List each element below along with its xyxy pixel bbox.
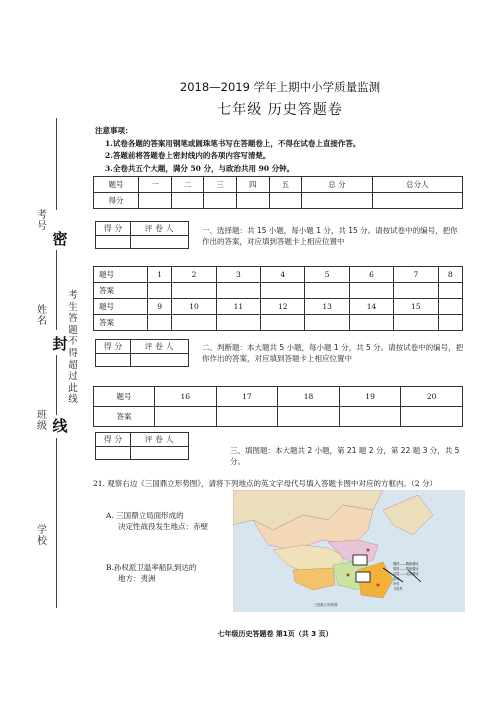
answer-cell[interactable] <box>216 283 260 299</box>
binding-line-4 <box>56 438 57 608</box>
answer-cell[interactable] <box>305 283 349 299</box>
map-caption: 三国鼎立形势图 <box>313 603 338 607</box>
notes-heading: 注意事项： <box>95 126 133 135</box>
score-cell[interactable] <box>372 193 462 209</box>
page-footer: 七年级历史答题卷 第1页（共 3 页） <box>217 630 333 638</box>
score-cell[interactable] <box>236 193 269 209</box>
score-cell[interactable] <box>204 193 237 209</box>
note-3: 3.全卷共五个大题，满分 50 分，与政治共用 90 分钟。 <box>105 163 295 173</box>
answer-cell[interactable] <box>261 315 305 331</box>
score-box-2: 得 分 评 卷 人 <box>95 339 189 367</box>
score-box-1: 得 分 评 卷 人 <box>95 221 189 249</box>
binding-warning: 考生答题不得超过此线 <box>68 290 78 406</box>
seal-xian: 线 <box>52 417 68 435</box>
seal-feng: 封 <box>52 335 68 353</box>
answer-box-1 <box>353 555 367 565</box>
label-xingming: 姓名 <box>37 305 47 327</box>
map-legend: 魏国——魏朝疆域 蜀国——蜀朝疆域 吴国——吴国疆域 都城 州界 今国界 <box>393 562 419 591</box>
score-cell[interactable] <box>139 193 172 209</box>
option-b: B.孙权派卫温率船队到达的 地方：夷洲 <box>106 563 197 583</box>
answer-cell[interactable] <box>216 407 278 427</box>
label-banji: 班级 <box>37 410 47 432</box>
section1-table: 题号 1 2 3 4 5 6 7 8 答案 题号 9 10 11 12 13 14 15 答案 <box>93 266 463 331</box>
answer-cell[interactable] <box>155 407 217 427</box>
score-cell[interactable] <box>269 193 302 209</box>
answer-cell[interactable] <box>261 283 305 299</box>
answer-cell[interactable] <box>349 315 393 331</box>
answer-box-2 <box>356 572 370 582</box>
section2-text: 二、判断题：本大题共 5 小题，每小题 1 分，共 5 分。请按试卷中的编号，把你作出的答案，对应填到答题卡上相应位置中 <box>202 343 464 363</box>
summary-table: 题号 一 二 三 四 五 总 分 总分人 得分 <box>93 176 463 209</box>
score-cell[interactable] <box>302 193 373 209</box>
question-21: 21. 观察右边《三国鼎立形势图》，请将下列地点的英文字母代号填入答题卡图中对应的方框内。（2 分） <box>93 479 437 488</box>
answer-cell[interactable] <box>172 283 216 299</box>
exam-subtitle: 七年级 历史答题卷 <box>217 102 343 118</box>
binding-line-1 <box>56 118 57 210</box>
answer-cell[interactable] <box>148 315 172 331</box>
map-svg <box>233 490 465 612</box>
three-kingdoms-map <box>233 490 465 612</box>
binding-line-3 <box>56 355 57 415</box>
section1-text: 一、选择题：共 15 小题，每小题 1 分，共 15 分。请按试卷中的编号，把你作出的答案，对应填到答题卡上相应位置中 <box>202 226 458 246</box>
answer-cell[interactable] <box>339 407 401 427</box>
answer-cell[interactable] <box>394 283 438 299</box>
answer-cell[interactable] <box>172 315 216 331</box>
score-cell[interactable] <box>171 193 204 209</box>
score-box-3: 得 分 评 卷 人 <box>95 432 189 460</box>
option-a: A. 三国鼎立局面形成的 决定性战役发生地点：赤壁 <box>106 511 208 531</box>
note-2: 2.答题前将答题卷上密封线内的各项内容写清楚。 <box>105 151 271 160</box>
notes <box>95 125 360 175</box>
answer-cell[interactable] <box>394 315 438 331</box>
exam-title: 2018—2019 学年上期中小学质量监测 <box>179 80 381 94</box>
note-1: 1.试卷各题的答案用钢笔或圆珠笔书写在答题卷上，不得在试卷上直接作答。 <box>105 138 361 148</box>
binding-line-2 <box>56 250 57 330</box>
label-kaohao: 考号 <box>37 210 47 232</box>
answer-cell[interactable] <box>305 315 349 331</box>
answer-cell[interactable] <box>438 283 462 299</box>
answer-cell[interactable] <box>278 407 340 427</box>
section3-text: 三、填图题：本大题共 2 小题，第 21 题 2 分，第 22 题 3 分，共 5 分。 <box>230 446 460 466</box>
answer-cell[interactable] <box>401 407 463 427</box>
answer-cell[interactable] <box>216 315 260 331</box>
section2-table: 题号 16 17 18 19 20 答案 <box>93 386 463 427</box>
label-xuexiao: 学校 <box>37 525 47 547</box>
seal-mi: 密 <box>52 230 68 248</box>
answer-cell[interactable] <box>349 283 393 299</box>
answer-cell[interactable] <box>438 315 462 331</box>
answer-cell[interactable] <box>148 283 172 299</box>
